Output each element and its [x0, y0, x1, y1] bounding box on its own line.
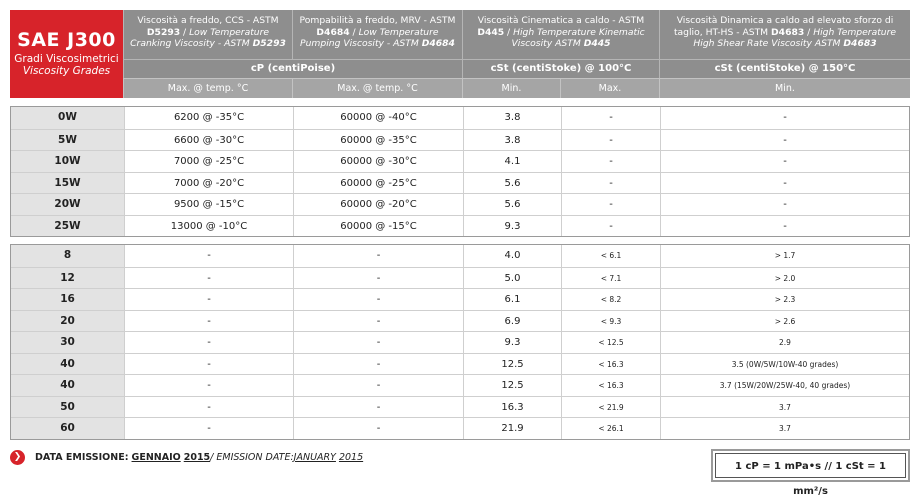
grade-cell: 25W: [11, 216, 124, 237]
table-row: [11, 172, 909, 194]
ccs-cell: -: [124, 245, 293, 267]
hths-cell: > 2.3: [660, 289, 909, 310]
grade-cell: 15W: [11, 173, 124, 194]
mrv-cell: 60000 @ -25°C: [293, 173, 463, 194]
kv-min-cell: 3.8: [463, 107, 561, 129]
mrv-cell: -: [293, 397, 463, 418]
grade-cell: 30: [11, 332, 124, 353]
kv-max-cell: < 7.1: [561, 268, 660, 289]
subcolumn-kv-min: Min.: [462, 78, 560, 98]
table-row: [11, 107, 909, 129]
table-row: [11, 288, 909, 310]
ccs-cell: 9500 @ -15°C: [124, 194, 293, 215]
mrv-cell: -: [293, 311, 463, 332]
mrv-cell: -: [293, 375, 463, 396]
hths-cell: 3.5 (0W/5W/10W-40 grades): [660, 354, 909, 375]
kv-min-cell: 9.3: [463, 216, 561, 237]
ccs-cell: -: [124, 268, 293, 289]
mrv-cell: -: [293, 268, 463, 289]
kv-max-cell: -: [561, 216, 660, 237]
table-row: [11, 150, 909, 172]
grade-cell: 40: [11, 354, 124, 375]
unit-cst-100: cSt (centiStoke) @ 100°C: [462, 59, 659, 78]
grade-cell: 0W: [11, 107, 124, 129]
unit-equation-box: [711, 449, 910, 497]
hths-cell: > 1.7: [660, 245, 909, 267]
column-header-ccs: Viscosità a freddo, CCS - ASTM D5293 / Low Temperature Cranking Viscosity - ASTM D5293: [123, 10, 292, 59]
kv-min-cell: 12.5: [463, 354, 561, 375]
unit-cp: cP (centiPoise): [123, 59, 462, 78]
kv-max-cell: < 26.1: [561, 418, 660, 439]
ccs-cell: 7000 @ -20°C: [124, 173, 293, 194]
kv-max-cell: < 16.3: [561, 354, 660, 375]
kv-max-cell: < 9.3: [561, 311, 660, 332]
table-row: [11, 193, 909, 215]
kv-min-cell: 3.8: [463, 130, 561, 151]
mrv-cell: 60000 @ -40°C: [293, 107, 463, 129]
ccs-cell: 13000 @ -10°C: [124, 216, 293, 237]
hths-cell: -: [660, 173, 909, 194]
kv-max-cell: < 21.9: [561, 397, 660, 418]
ccs-cell: -: [124, 354, 293, 375]
hths-cell: > 2.0: [660, 268, 909, 289]
table-subtitle-en: Viscosity Grades: [22, 65, 111, 77]
grade-cell: 50: [11, 397, 124, 418]
grade-cell: 12: [11, 268, 124, 289]
kv-max-cell: -: [561, 151, 660, 172]
table-row: [11, 396, 909, 418]
table-row: [11, 417, 909, 439]
column-header-kinematic: Viscosità Cinematica a caldo - ASTM D445 / High Temperature Kinematic Viscosity ASTM D445: [462, 10, 659, 59]
kv-min-cell: 6.9: [463, 311, 561, 332]
mrv-cell: 60000 @ -15°C: [293, 216, 463, 237]
table-row: [11, 267, 909, 289]
kv-min-cell: 9.3: [463, 332, 561, 353]
hths-cell: -: [660, 130, 909, 151]
hths-cell: > 2.6: [660, 311, 909, 332]
ccs-cell: -: [124, 375, 293, 396]
subcolumn-ccs: Max. @ temp. °C: [123, 78, 292, 98]
grade-cell: 20W: [11, 194, 124, 215]
kv-min-cell: 5.0: [463, 268, 561, 289]
kv-max-cell: < 16.3: [561, 375, 660, 396]
kv-max-cell: < 8.2: [561, 289, 660, 310]
grade-cell: 60: [11, 418, 124, 439]
table-row: [11, 245, 909, 267]
grade-cell: 40: [11, 375, 124, 396]
mrv-cell: -: [293, 245, 463, 267]
grade-cell: 8: [11, 245, 124, 267]
hths-cell: 3.7 (15W/20W/25W-40, 40 grades): [660, 375, 909, 396]
mrv-cell: -: [293, 332, 463, 353]
kv-max-cell: -: [561, 107, 660, 129]
ccs-cell: 6600 @ -30°C: [124, 130, 293, 151]
hths-cell: 3.7: [660, 418, 909, 439]
summer-grades-table: [10, 244, 910, 440]
table-row: [11, 353, 909, 375]
subcolumn-hths-min: Min.: [659, 78, 910, 98]
hths-cell: -: [660, 194, 909, 215]
ccs-cell: -: [124, 289, 293, 310]
subcolumn-mrv: Max. @ temp. °C: [292, 78, 462, 98]
ccs-cell: -: [124, 311, 293, 332]
header-subcolumns: [123, 78, 910, 98]
mrv-cell: -: [293, 418, 463, 439]
hths-cell: -: [660, 216, 909, 237]
mrv-cell: 60000 @ -35°C: [293, 130, 463, 151]
header-units: [123, 59, 910, 78]
mrv-cell: -: [293, 289, 463, 310]
table-row: [11, 374, 909, 396]
kv-min-cell: 6.1: [463, 289, 561, 310]
table-row: [11, 215, 909, 237]
hths-cell: -: [660, 151, 909, 172]
subcolumn-kv-max: Max.: [560, 78, 659, 98]
ccs-cell: 7000 @ -25°C: [124, 151, 293, 172]
grade-cell: 5W: [11, 130, 124, 151]
kv-max-cell: -: [561, 130, 660, 151]
mrv-cell: 60000 @ -30°C: [293, 151, 463, 172]
kv-min-cell: 12.5: [463, 375, 561, 396]
chevron-right-icon: ❯: [10, 450, 25, 465]
unit-equation: 1 cP = 1 mPa•s // 1 cSt = 1 mm²/s: [715, 453, 906, 478]
ccs-cell: 6200 @ -35°C: [124, 107, 293, 129]
mrv-cell: -: [293, 354, 463, 375]
hths-cell: -: [660, 107, 909, 129]
winter-grades-table: [10, 106, 910, 237]
kv-max-cell: < 12.5: [561, 332, 660, 353]
kv-min-cell: 5.6: [463, 194, 561, 215]
kv-min-cell: 4.0: [463, 245, 561, 267]
grade-cell: 16: [11, 289, 124, 310]
emission-date: ❯ DATA EMISSIONE: GENNAIO 2015 / EMISSION DATE: JANUARY 2015: [10, 450, 363, 465]
ccs-cell: -: [124, 397, 293, 418]
kv-min-cell: 16.3: [463, 397, 561, 418]
hths-cell: 2.9: [660, 332, 909, 353]
ccs-cell: -: [124, 418, 293, 439]
column-header-hths: Viscosità Dinamica a caldo ad elevato sforzo di taglio, HT-HS - ASTM D4683 / High Temperature High Shear Rate Viscosity ASTM D4683: [659, 10, 910, 59]
table-row: [11, 129, 909, 151]
table-title-cell: [10, 10, 123, 98]
table-row: [11, 331, 909, 353]
kv-min-cell: 5.6: [463, 173, 561, 194]
table-title: SAE J300: [17, 29, 116, 51]
kv-max-cell: -: [561, 194, 660, 215]
column-header-mrv: Pompabilità a freddo, MRV - ASTM D4684 / Low Temperature Pumping Viscosity - ASTM D4684: [292, 10, 462, 59]
header-column-titles: [123, 10, 910, 59]
kv-max-cell: < 6.1: [561, 245, 660, 267]
unit-cst-150: cSt (centiStoke) @ 150°C: [659, 59, 910, 78]
table-subtitle-it: Gradi Viscosimetrici: [14, 53, 119, 65]
table-row: [11, 310, 909, 332]
kv-max-cell: -: [561, 173, 660, 194]
ccs-cell: -: [124, 332, 293, 353]
grade-cell: 10W: [11, 151, 124, 172]
grade-cell: 20: [11, 311, 124, 332]
mrv-cell: 60000 @ -20°C: [293, 194, 463, 215]
hths-cell: 3.7: [660, 397, 909, 418]
kv-min-cell: 21.9: [463, 418, 561, 439]
kv-min-cell: 4.1: [463, 151, 561, 172]
